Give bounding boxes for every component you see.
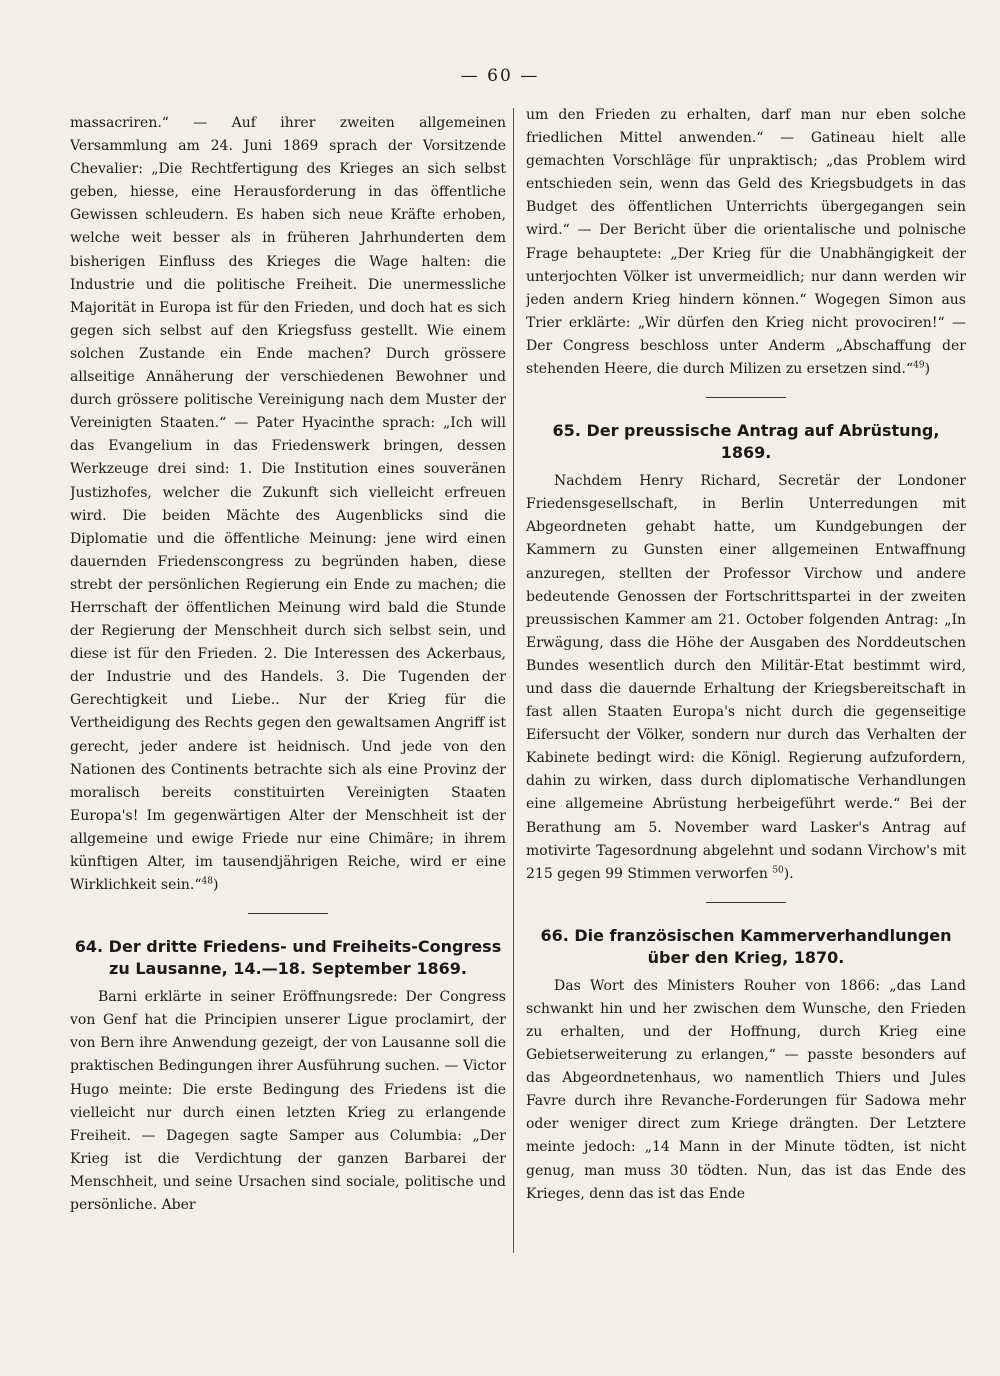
column-divider: [513, 108, 514, 1253]
footnote-ref: 50: [772, 865, 784, 876]
section-separator: [706, 902, 786, 903]
section-separator: [248, 913, 328, 914]
section-heading-66: 66. Die französischen Kammerverhandlungen über den Krieg, 1870.: [540, 925, 952, 967]
paragraph: Barni erklärte in seiner Eröffnungsrede: Der Congress von Genf hat die Principien unserer Ligue proclamirt, der von Bern ihre Anwendung gezeigt, der von Lausanne soll die praktischen Bedingungen ihrer Ausführung suchen. — Victor Hugo meinte: Die erste Bedingung des Friedens ist die vielleicht nur durch einen letzten Krieg zu erlangende Freiheit. — Dagegen sagte Samper aus Columbia: „Der Krieg ist die Verdichtung der ganzen Barbarei der Menschheit, und seine Ursachen sind sociale, politische und persönliche. Aber: [70, 989, 506, 1214]
paragraph: Nachdem Henry Richard, Secretär der Londoner Friedensgesellschaft, in Berlin Unterredungen mit Abgeordneten gehabt hatte, um Kundgebungen der Kammern zu Gunsten einer allgemeinen Entwaffnung anzuregen, stellten der Professor Virchow und andere bedeutende Genossen der Fortschrittspartei in der zweiten preussischen Kammer am 21. October folgenden Antrag: „In Erwägung, dass die Höhe der Ausgaben des Norddeutschen Bundes wesentlich durch den Militär-Etat bestimmt wird, und dass die dauernde Erhaltung der Kriegsbereitschaft in fast allen Staaten Europa's nicht durch die gegenseitige Eifersucht der Völker, sondern nur durch das Verhalten der Kabinete bedingt wird: die Königl. Regierung aufzufordern, dahin zu wirken, dass durch diplomatische Verhandlungen eine allgemeine Abrüstung herbeigeführt werde.“ Bei der Berathung am 5. November ward Lasker's Antrag auf motivirte Tagesordnung abgelehnt und sodann Virchow's mit 215 gegen 99 Stimmen verworfen $^{50}$).: [526, 473, 966, 882]
right-column: [526, 104, 966, 1244]
section-heading-65: 65. Der preussische Antrag auf Abrüstung, 1869.: [552, 421, 940, 463]
paragraph: Das Wort des Ministers Rouher von 1866: „das Land schwankt hin und her zwischen dem Wunsche, den Frieden zu erhalten, und der Hoffnung, durch Krieg eine Gebietserweiterung zu erlangen,“ — passte besonders auf das Abgeordnetenhaus, wo namentlich Thiers und Jules Favre durch ihre Revanche-Forderungen für Sadowa mehr oder weniger direct zum Kriege drängten. Der Letztere meinte jedoch: „14 Mann in der Minute tödten, ist nicht genug, man muss 30 tödten. Nun, das ist das Ende des Krieges, denn das ist das Ende: [526, 977, 966, 1202]
section-separator: [706, 397, 786, 398]
paragraph: massacriren.“ — Auf ihrer zweiten allgemeinen Versammlung am 24. Juni 1869 sprach der Vorsitzende Chevalier: „Die Rechtfertigung des Krieges an sich selbst geben, hiesse, eine Herausforderung in das öffentliche Gewissen schleudern. Es haben sich neue Kräfte erhoben, welche weit besser als in früheren Jahrhunderten dem bisherigen Einfluss des Krieges die Wage halten: die Industrie und die politische Freiheit. Die unermessliche Majorität in Europa ist für den Frieden, und doch hat es sich gegen sich selbst auf den Kriegsfuss gestellt. Wie einem solchen Zustande ein Ende machen? Durch grössere allseitige Annäherung der verschiedenen Bewohner und durch grössere politische Vereinigung nach dem Muster der Vereinigten Staaten.“ — Pater Hyacinthe sprach: „Ich will das Evangelium in das Friedenswerk bringen, dessen Werkzeuge drei sind: 1. Die Institution eines souveränen Justizhofes, welcher die Zukunft sich vielleicht erfreuen wird. Die beiden Mächte des Augenblicks sind die Diplomatie und die öffentliche Meinung: jene wird einen dauernden Friedenscongress zu begründen haben, diese strebt der persönlichen Regierung ein Ende zu machen; die Herrschaft der öffentlichen Meinung wird bald die Stunde der Regierung der Menschheit durch sich selbst sein, und diese ist für den Frieden. 2. Die Interessen des Ackerbaus, der Industrie und des Handels. 3. Die Tugenden der Gerechtigkeit und Liebe.. Nur der Krieg für die Vertheidigung des Rechts gegen den gewaltsamen Angriff ist gerecht, jeder andere ist heidnisch. Und jede von den Nationen des Continents betrachte sich als eine Provinz der moralisch bereits constituirten Vereinigten Staaten Europa's! Im gegenwärtigen Alter der Menschheit ist der allgemeine und ewige Friede nur eine Chimäre; in ihrem künftigen Alter, im tausendjährigen Reiche, wird er eine Wirklichkeit sein.“$^{48}$): [70, 115, 506, 894]
left-column: [70, 112, 506, 1252]
footnote-ref: 49: [913, 360, 925, 371]
section-heading-64: 64. Der dritte Friedens- und Freiheits-Congress zu Lausanne, 14.—18. September 1869.: [74, 937, 502, 979]
paragraph: um den Frieden zu erhalten, darf man nur eben solche friedlichen Mittel anwenden.“ — Gatineau hielt alle gemachten Vorschläge für unpraktisch; „das Problem wird entschieden sein, wenn das Geld des Kriegsbudgets in das Budget des öffentlichen Unterrichts übergegangen sein wird.“ — Der Bericht über die orientalische und polnische Frage behauptete: „Der Krieg für die Unabhängigkeit der unterjochten Völker ist unvermeidlich; nur dann werden wir jeden andern Krieg hindern können.“ Wogegen Simon aus Trier erklärte: „Wir dürfen den Krieg nicht provociren!“ — Der Congress beschloss unter Anderm „Abschaffung der stehenden Heere, die durch Milizen zu ersetzen sind.“$^{49}$): [526, 107, 966, 378]
page-number: — 60 —: [460, 66, 540, 86]
footnote-ref: 48: [201, 876, 213, 887]
